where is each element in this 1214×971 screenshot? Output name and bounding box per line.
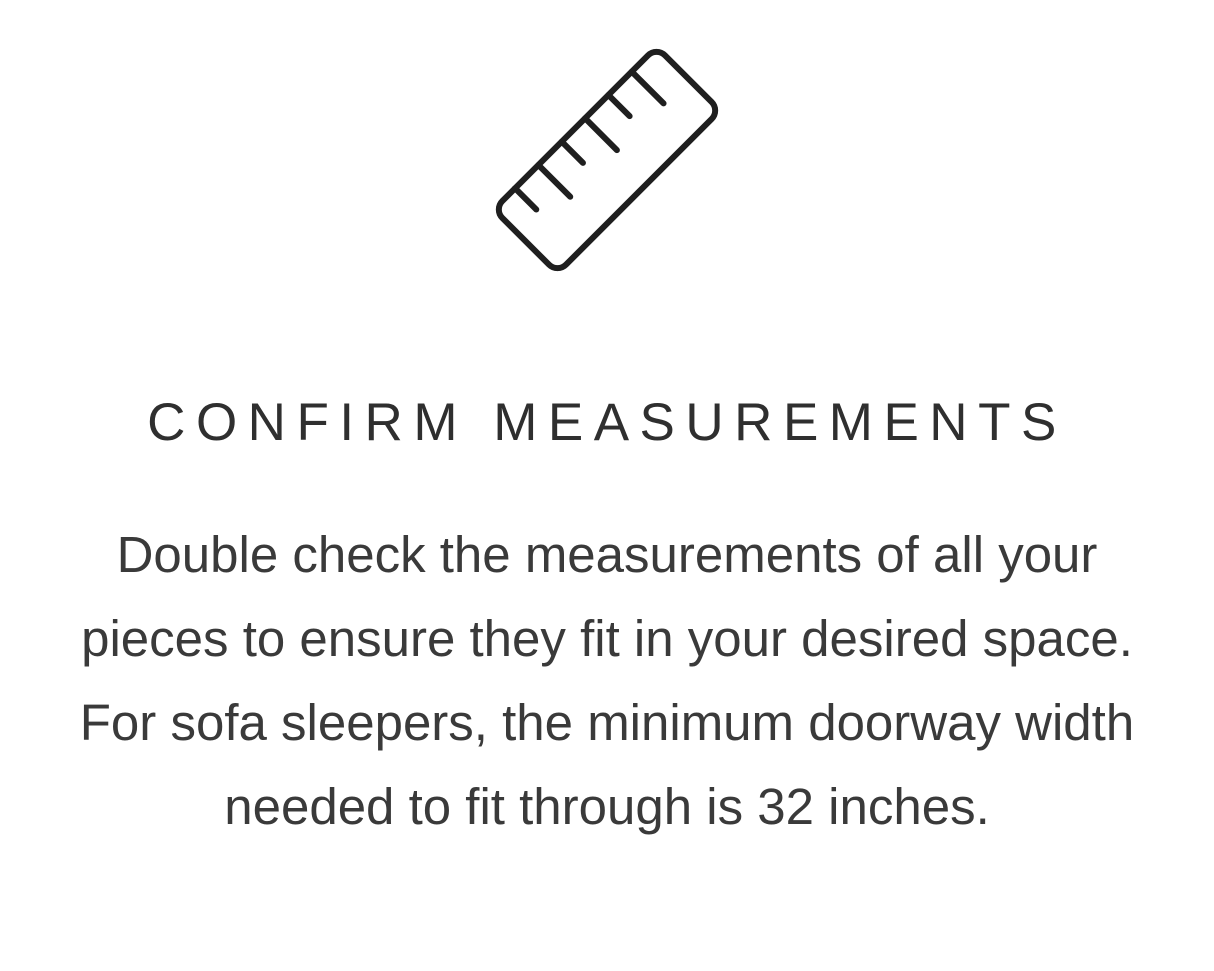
ruler-icon-container	[0, 20, 1214, 300]
page-title: CONFIRM MEASUREMENTS	[147, 393, 1067, 452]
description-text: Double check the measurements of all your pieces to ensure they fit in your desired space. For sofa sleepers, the minimum doorway width needed to fit through is 32 inches.	[79, 526, 1135, 835]
ruler-icon	[477, 25, 737, 295]
